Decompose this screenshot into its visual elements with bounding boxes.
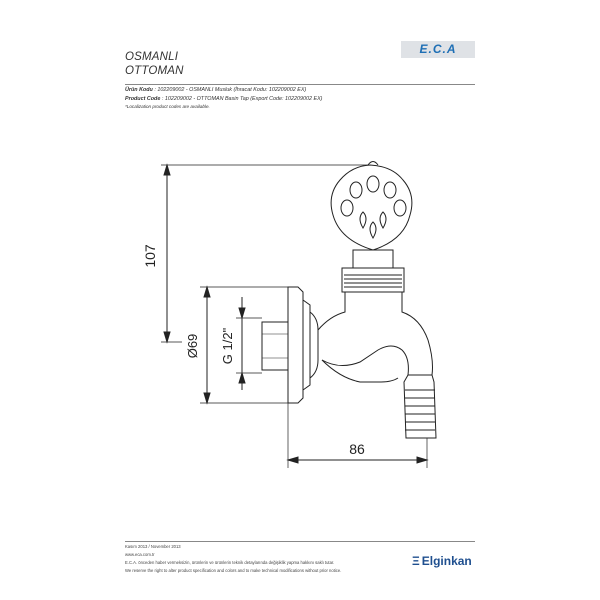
footer-url[interactable]: www.eca.com.tr [125,552,155,557]
elginkan-mark-icon: Ξ [412,554,420,568]
handle-top [368,162,378,166]
localization-note: *Localization product codes are available. [125,104,210,109]
handle-drop [360,212,366,228]
height-arrow-bottom [164,332,170,342]
handle-petal [384,182,396,198]
height-dimension-label: 107 [142,244,158,268]
thread-pipe [262,322,288,370]
product-title-en: OTTOMAN [125,65,184,77]
product-code-en-label: Product Code [125,96,161,102]
wall-flange [288,287,303,403]
diameter-arrow-bottom [204,393,210,403]
product-code-en-value: : 102209002 - OTTOMAN Basin Tap (Export Code: 102209002 EX) [161,96,323,102]
product-code-tr-value: : 102209002 - OSMANLI Musluk (İhracat Kodu: 102209002 EX) [154,87,307,93]
body-neck [310,312,318,378]
footer-date: Kasım 2013 / November 2013 [125,544,181,549]
handle-petal [341,200,353,216]
elginkan-logo [412,554,472,568]
thread-arrow-top [239,308,245,318]
tap-body [318,292,433,375]
flange-collar [303,300,310,390]
width-arrow-right [417,457,427,463]
tap-underside [322,360,398,382]
handle-body [331,165,412,250]
footer-note-tr: E.C.A. önceden haber vermeksizin, ürünlerin ve ürünlerin teknik detaylarında değişiklik yapma hakkını saklı tutar. [125,560,335,565]
handle-drop [370,222,376,238]
elginkan-brand-text: Elginkan [421,554,472,568]
footer-divider [125,541,475,542]
handle-petal [350,182,362,198]
width-arrow-left [288,457,298,463]
product-code-tr-label: Ürün Kodu [125,87,153,93]
handle-petal [394,200,406,216]
valve-stem [353,250,393,268]
footer-note-en: We reserve the right to alter product specification and colors and to make technical modifications without prior notice. [125,568,342,573]
valve-bonnet [342,268,404,292]
product-title-tr: OSMANLI [125,51,179,63]
thread-arrow-bottom [239,373,245,383]
handle-petal [367,176,379,192]
height-arrow-top [164,165,170,175]
width-dimension-label: 86 [349,441,365,457]
diameter-dimension-label: Ø69 [185,333,200,359]
diameter-arrow-top [204,287,210,297]
thread-dimension-label: G 1/2" [220,327,235,365]
handle-drop [380,212,386,228]
eca-logo-text: E.C.A [419,42,457,56]
